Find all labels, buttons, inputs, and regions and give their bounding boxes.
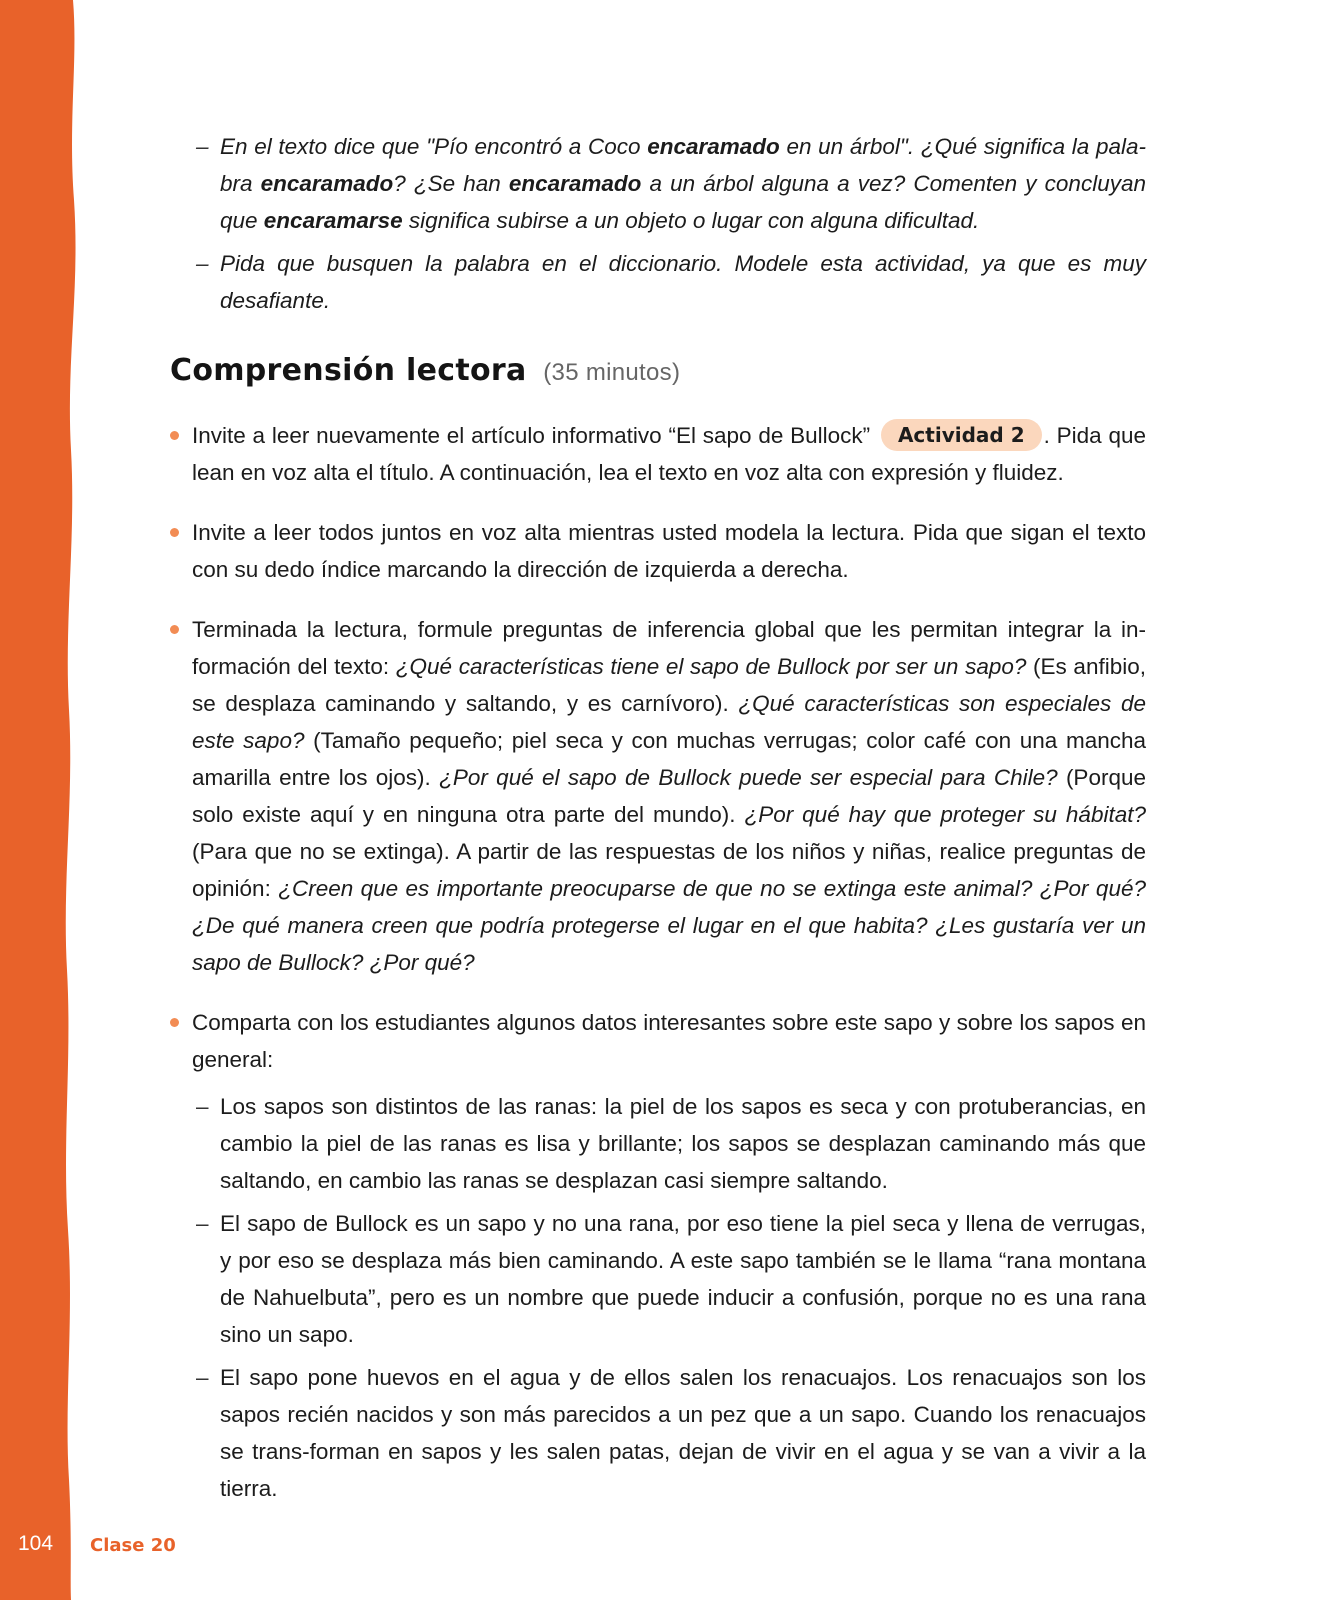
dash-marker: – — [196, 134, 209, 159]
dash-marker: – — [196, 1094, 209, 1119]
intro-text: En el texto dice que "Pío encontró a Coco encaramado en un árbol". ¿Qué significa la pala-bra encaramado? ¿Se han encaramado a un árbol alguna a vez? Comenten y concluyan que encaramarse significa subirse a un objeto o lugar con alguna dificultad. — [220, 134, 1146, 233]
bullet-item — [170, 1004, 1146, 1507]
bullet-item — [170, 611, 1146, 981]
bullet-text: Invite a leer todos juntos en voz alta mientras usted modela la lectura. Pida que sigan el texto con su dedo índice marcando la dirección de izquierda a derecha. — [192, 520, 1146, 582]
bullet-item — [170, 417, 1146, 491]
orange-margin-band — [0, 0, 90, 1600]
bullet-dot — [170, 625, 179, 634]
intro-dash-list — [170, 128, 1146, 319]
dash-marker: – — [196, 251, 209, 276]
bullet-text: . Pida que lean en voz alta el título. A continuación, lea el texto en voz alta con expresión y fluidez. — [192, 423, 1146, 485]
bullet-text: Comparta con los estudiantes algunos datos interesantes sobre este sapo y sobre los sapos en general: — [192, 1010, 1146, 1072]
intro-dash-item — [170, 128, 1146, 239]
section-heading — [170, 353, 1146, 391]
dash-marker: – — [196, 1211, 209, 1236]
bullet-text: Invite a leer nuevamente el artículo informativo “El sapo de Bullock” — [192, 423, 871, 448]
class-label: Clase 20 — [90, 1535, 176, 1556]
intro-text: Pida que busquen la palabra en el diccionario. Modele esta actividad, ya que es muy desafiante. — [220, 251, 1146, 313]
fact-text: El sapo pone huevos en el agua y de ellos salen los renacuajos. Los renacuajos son los sapos recién nacidos y son más parecidos a un pez que a un sapo. Cuando los renacuajos se trans-forman en sapos y les salen patas, dejan de vivir en el agua y se van a vivir a la tierra. — [220, 1365, 1146, 1501]
fact-dash-item — [170, 1205, 1146, 1353]
fact-dash-item — [170, 1088, 1146, 1199]
intro-dash-item — [170, 245, 1146, 319]
fact-text: Los sapos son distintos de las ranas: la piel de los sapos es seca y con protuberancias, en cambio la piel de las ranas es lisa y brillante; los sapos se desplazan caminando más que saltando, en cambio las ranas se desplazan casi siempre saltando. — [220, 1094, 1146, 1193]
page-number: 104 — [18, 1532, 54, 1555]
activity-badge: Actividad 2 — [881, 419, 1042, 451]
activity-bullet-list — [170, 417, 1146, 1507]
facts-dash-list — [170, 1088, 1146, 1507]
bullet-item — [170, 514, 1146, 588]
page-content — [170, 128, 1146, 1530]
bullet-text: Terminada la lectura, formule preguntas de inferencia global que les permitan integrar la in-formación del texto: ¿Qué características tiene el sapo de Bullock por ser un sapo? (Es anfibio, se desplaza caminando y saltando, y es carnívoro). ¿Qué características son especiales de este sapo? (Tamaño pequeño; piel seca y con muchas verrugas; color café con una mancha amarilla entre los ojos). ¿Por qué el sapo de Bullock puede ser especial para Chile? (Porque solo existe aquí y en ninguna otra parte del mundo). ¿Por qué hay que proteger su hábitat? (Para que no se extinga). A partir de las respuestas de los niños y niñas, realice preguntas de opinión: ¿Creen que es importante preocuparse de que no se extinga este animal? ¿Por qué? ¿De qué manera creen que podría protegerse el lugar en el que habita? ¿Les gustaría ver un sapo de Bullock? ¿Por qué? — [192, 617, 1147, 975]
bullet-dot — [170, 528, 179, 537]
fact-text: El sapo de Bullock es un sapo y no una rana, por eso tiene la piel seca y llena de verrugas, y por eso se desplaza más bien caminando. A este sapo también se le llama “rana montana de Nahuelbuta”, pero es un nombre que puede inducir a confusión, porque no es una rana sino un sapo. — [220, 1211, 1146, 1347]
dash-marker: – — [196, 1365, 209, 1390]
fact-dash-item — [170, 1359, 1146, 1507]
section-title: Comprensión lectora — [170, 353, 527, 388]
section-duration: (35 minutos) — [543, 359, 681, 386]
bullet-dot — [170, 1018, 179, 1027]
bullet-dot — [170, 431, 179, 440]
